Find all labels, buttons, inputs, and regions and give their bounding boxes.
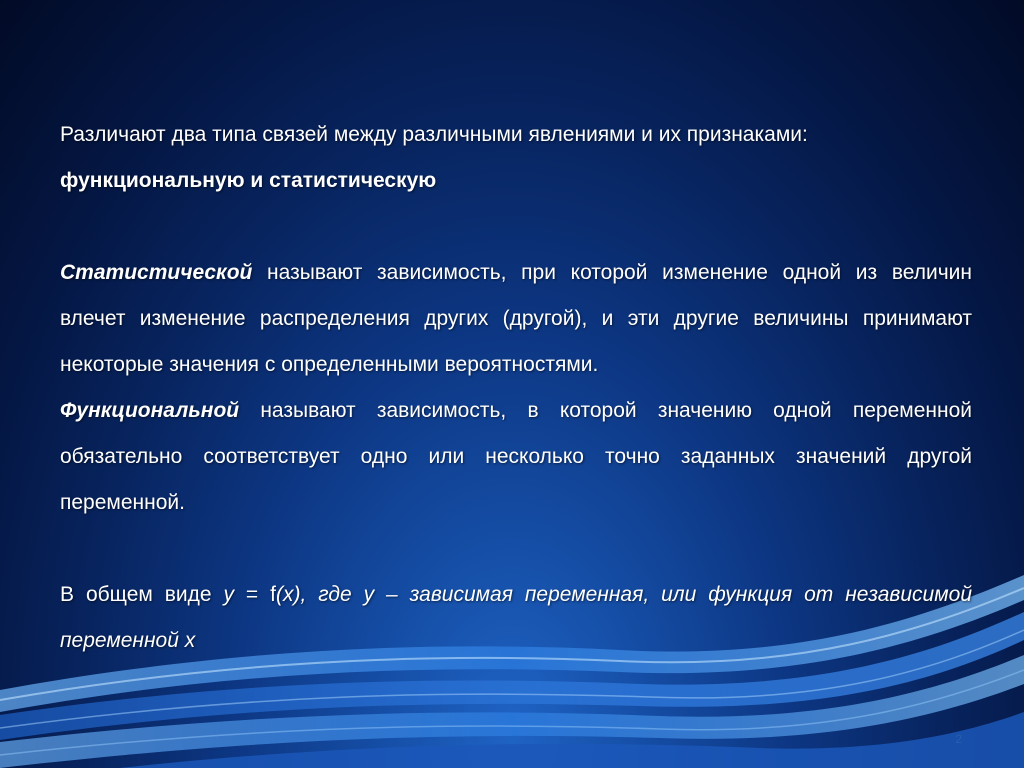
general-y: y [223, 583, 234, 606]
intro-line-1: Различают два типа связей между различными явлениями и их признаками: [60, 123, 808, 146]
functional-definition [60, 388, 972, 526]
statistical-text: называют зависимость, при которой изменение одной из величин влечет изменение распределения других (другой), и эти другие величины принимают некоторые значения с определенными вероятностями. [60, 261, 972, 376]
spacer [60, 204, 972, 250]
functional-text: называют зависимость, в которой значению одной переменной обязательно соответствует одно или несколько точно заданных значений другой переменной. [60, 399, 972, 514]
general-prefix: В общем виде [60, 583, 224, 606]
statistical-definition [60, 250, 972, 388]
general-eq: = [234, 583, 271, 606]
spacer [60, 526, 972, 572]
functional-term: Функциональной [60, 399, 240, 422]
statistical-term: Статистической [60, 261, 253, 284]
intro-line-2: функциональную и статистическую [60, 169, 437, 192]
general-form [60, 572, 972, 664]
page-number: 2 [955, 732, 962, 746]
slide-content [60, 112, 972, 664]
general-rest: (x), где y – зависимая переменная, или функция от независимой переменной х [60, 583, 972, 652]
general-f: f [270, 583, 276, 606]
